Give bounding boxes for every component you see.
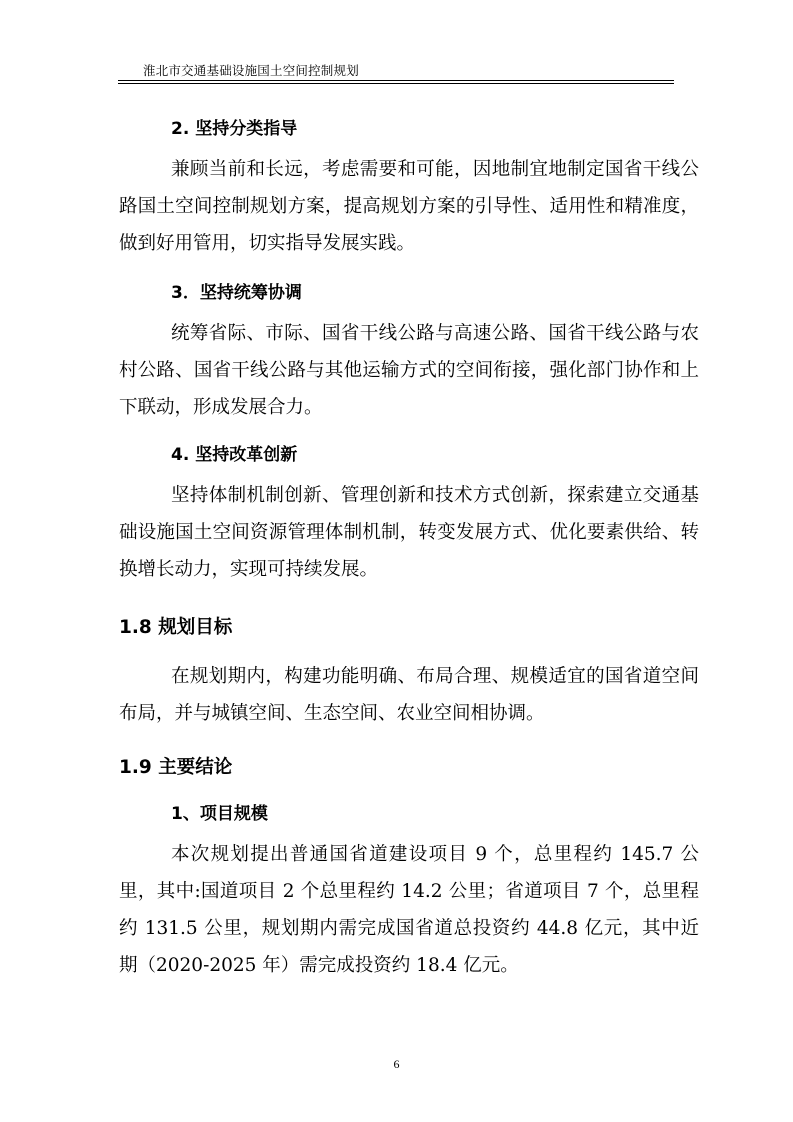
heading-project-scale: 1、项目规模: [171, 804, 268, 824]
paragraph-principle-3: 统筹省际、市际、国省干线公路与高速公路、国省干线公路与农村公路、国省干线公路与其他运输方式的空间衔接，强化部门协作和上下联动，形成发展合力。: [119, 323, 699, 418]
header-title: 淮北市交通基础设施国土空间控制规划: [143, 63, 359, 78]
paragraph-principle-4: 坚持体制机制创新、管理创新和技术方式创新，探索建立交通基础设施国土空间资源管理体制机制，转变发展方式、优化要素供给、转换增长动力，实现可持续发展。: [119, 485, 699, 580]
heading-section-1-8: 1.8 规划目标: [119, 617, 233, 638]
header-rule-thick: [118, 80, 674, 81]
heading-section-1-9: 1.9 主要结论: [119, 757, 233, 778]
paragraph-principle-2: 兼顾当前和长远，考虑需要和可能，因地制宜地制定国省干线公路国土空间控制规划方案，提高规划方案的引导性、适用性和精准度，做到好用管用，切实指导发展实践。: [119, 159, 699, 254]
heading-principle-2: 2. 坚持分类指导: [171, 119, 298, 139]
header-rule-thin: [118, 83, 674, 84]
paragraph-section-1-8: 在规划期内，构建功能明确、布局合理、规模适宜的国省道空间布局，并与城镇空间、生态空间、农业空间相协调。: [119, 666, 699, 724]
page-number: 6: [393, 1057, 400, 1071]
paragraph-project-scale: 本次规划提出普通国省道建设项目 9 个，总里程约 145.7 公里，其中:国道项目 2 个总里程约 14.2 公里；省道项目 7 个，总里程约 131.5 公里，规划期内需完成国省道总投资约 44.8 亿元，其中近期（2020-2025 年）需完成投资约 18.4 亿元。: [119, 844, 699, 976]
heading-principle-3: 3．坚持统筹协调: [171, 283, 302, 303]
heading-principle-4: 4. 坚持改革创新: [171, 445, 298, 465]
